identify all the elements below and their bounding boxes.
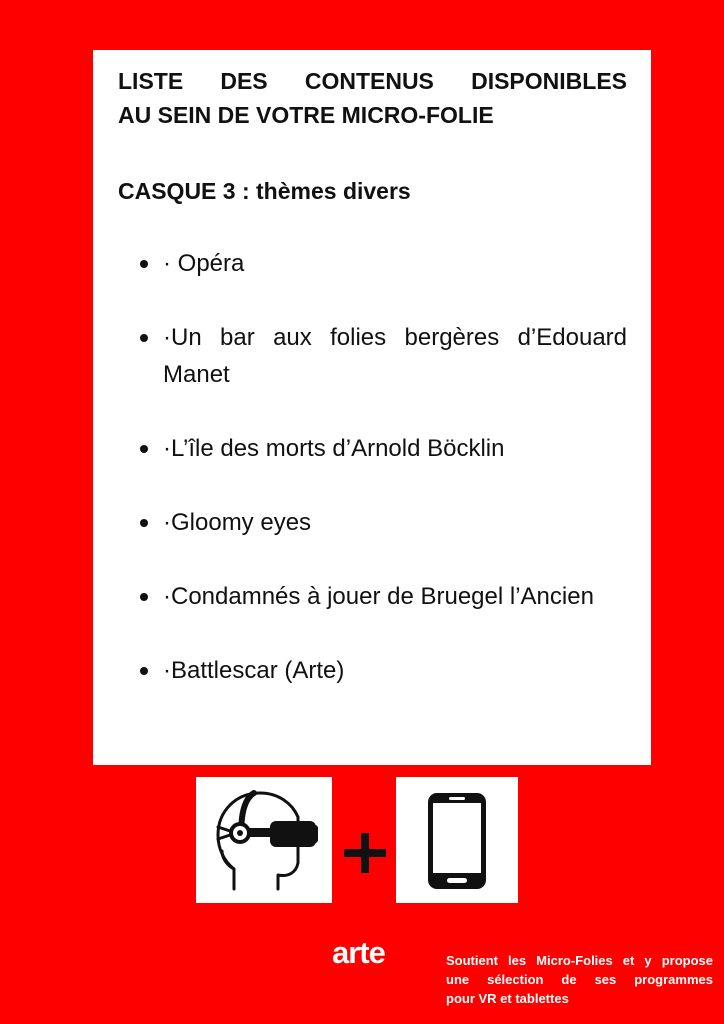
bullet-icon [140,593,148,601]
arte-tagline-line-1: Soutient les Micro-Folies et y propose [446,953,713,968]
arte-tagline-line-3: pour VR et tablettes [446,991,569,1006]
bullet-icon [140,519,148,527]
title-line-1: LISTE DES CONTENUS DISPONIBLES [118,68,627,94]
vr-headset-icon [196,777,332,903]
arte-logo-text: arte [332,938,385,968]
page-title [118,64,627,132]
list-item [118,319,627,393]
list-item [118,245,627,282]
list-item-label: ·Un bar aux folies bergères d’Edouard Manet [163,324,627,388]
arte-tagline-line-2: une sélection de ses programmes [446,972,713,987]
bullet-icon [140,445,148,453]
list-item [118,504,627,541]
content-list [118,245,627,726]
list-item [118,652,627,689]
vr-headset-box [196,777,332,903]
content-card [93,50,651,765]
title-line-2: AU SEIN DE VOTRE MICRO-FOLIE [118,102,494,128]
plus-icon [344,833,386,873]
smartphone-icon [396,777,518,903]
arte-logo [332,938,428,968]
list-item [118,430,627,467]
arte-tagline [446,951,713,1008]
list-item [118,578,627,615]
bullet-icon [140,667,148,675]
list-item-label: · Opéra [163,250,245,277]
list-item-label: ·Battlescar (Arte) [163,657,345,684]
list-item-label: ·Gloomy eyes [163,509,312,536]
bullet-icon [140,334,148,342]
list-item-label: ·L’île des morts d’Arnold Böcklin [163,435,505,462]
bullet-icon [140,260,148,268]
list-item-label: ·Condamnés à jouer de Bruegel l’Ancien [163,583,594,610]
section-subtitle: CASQUE 3 : thèmes divers [118,178,411,204]
smartphone-box [396,777,518,903]
